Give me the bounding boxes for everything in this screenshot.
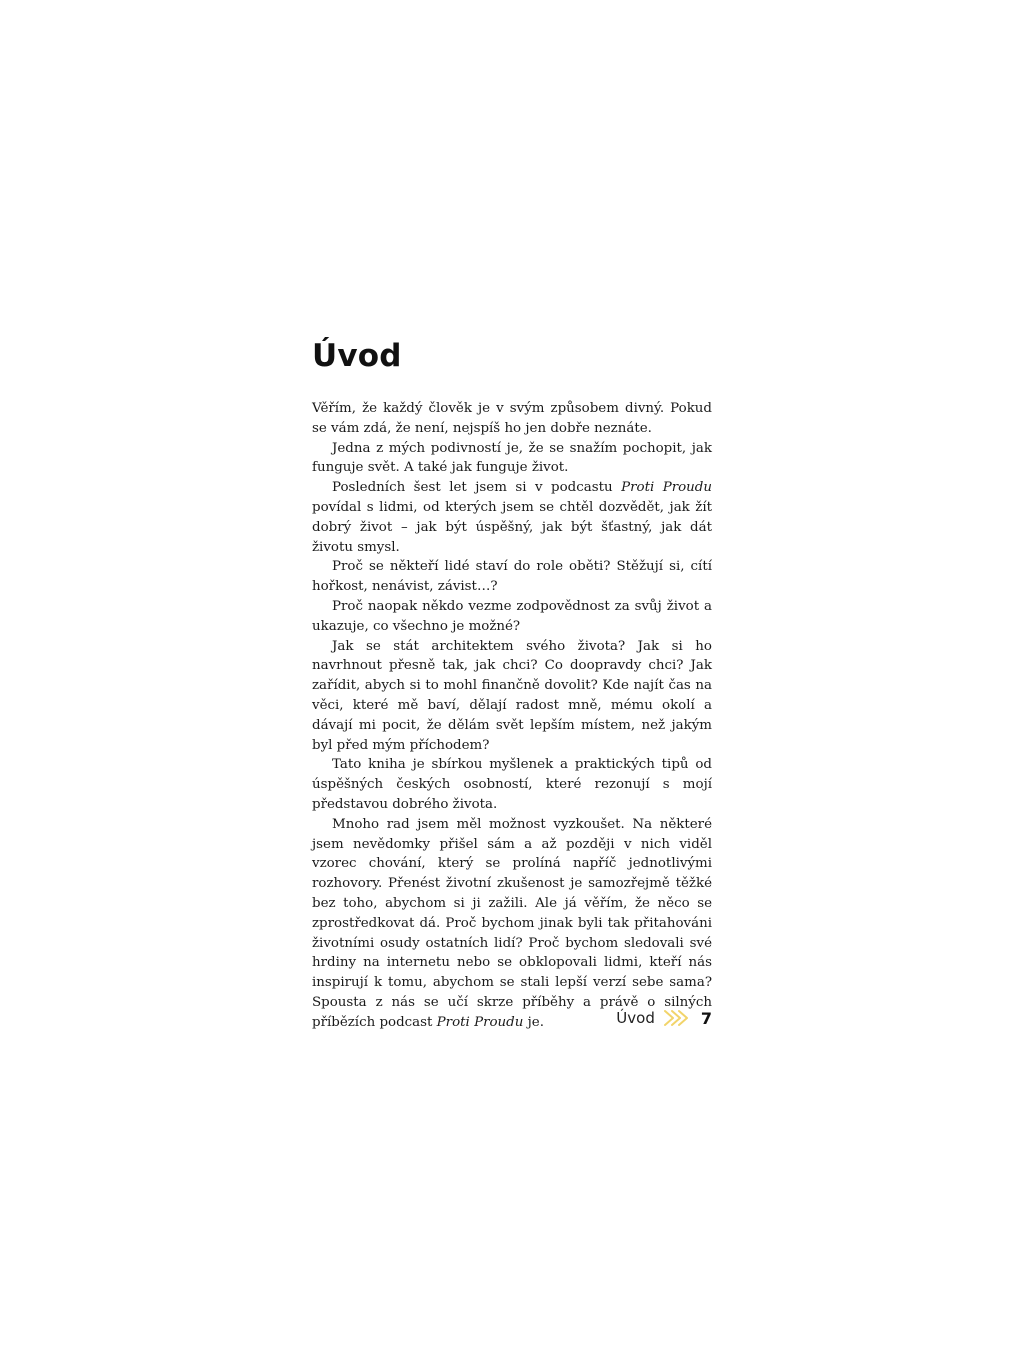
text-run: je. — [523, 1014, 544, 1030]
running-footer-section: Úvod — [616, 1009, 655, 1027]
paragraph — [312, 439, 712, 479]
page-footer — [560, 1006, 712, 1030]
paragraph — [312, 399, 712, 439]
text-run: Proč se někteří lidé staví do role oběti? Stěžují si, cítí hořkost, nenávist, závist…? — [312, 559, 712, 595]
podcast-title: Proti Proudu — [436, 1014, 524, 1030]
page-number: 7 — [700, 1008, 712, 1028]
text-run: povídal s lidmi, od kterých jsem se chtěl dozvědět, jak žít dobrý život – jak být úspěšný, jak být šťastný, jak dát životu smysl. — [312, 499, 712, 555]
paragraph — [312, 557, 712, 597]
text-run: Mnoho rad jsem měl možnost vyzkoušet. Na některé jsem nevědomky přišel sám a až později v nich viděl vzorec chování, který se prolíná napříč jednotlivými rozhovory. Přenést životní zkušenost je samozřejmě těžké bez toho, abychom si ji zažili. Ale já věřím, že něco se zprostředkovat dá. Proč bychom jinak byli tak přitahováni životními osudy ostatních lidí? Proč bychom sledovali své hrdiny na internetu nebo se obklopovali lidmi, kteří nás inspirují k tomu, abychom se stali lepší verzí sebe sama? Spousta z nás se učí skrze příběhy a právě o silných příbězích podcast — [312, 816, 712, 1030]
paragraph — [312, 478, 712, 557]
paragraph — [312, 637, 712, 756]
chapter-title: Úvod — [312, 338, 402, 374]
double-chevron-right-icon — [663, 1009, 689, 1027]
text-run: Jak se stát architektem svého života? Jak si ho navrhnout přesně tak, jak chci? Co doopravdy chci? Jak zařídit, abych si to mohl finančně dovolit? Kde najít čas na věci, které mě baví, dělají radost mně, mému okolí a dávají mi pocit, že dělám svět lepším místem, než jakým byl před mým příchodem? — [312, 638, 712, 753]
body-text — [312, 399, 712, 1033]
paragraph — [312, 815, 712, 1033]
text-run: Jedna z mých podivností je, že se snažím pochopit, jak funguje svět. A také jak funguje život. — [312, 440, 712, 476]
text-run: Proč naopak někdo vezme zodpovědnost za svůj život a ukazuje, co všechno je možné? — [312, 598, 712, 634]
podcast-title: Proti Proudu — [621, 480, 712, 496]
text-run: Věřím, že každý člověk je v svým způsobem divný. Pokud se vám zdá, že není, nejspíš ho jen dobře neznáte. — [312, 401, 712, 436]
paragraph — [312, 755, 712, 814]
text-run: Tato kniha je sbírkou myšlenek a praktických tipů od úspěšných českých osobností, které rezonují s mojí představou dobrého života. — [312, 757, 712, 812]
text-run: Posledních šest let jsem si v podcastu — [332, 480, 622, 496]
paragraph — [312, 597, 712, 637]
